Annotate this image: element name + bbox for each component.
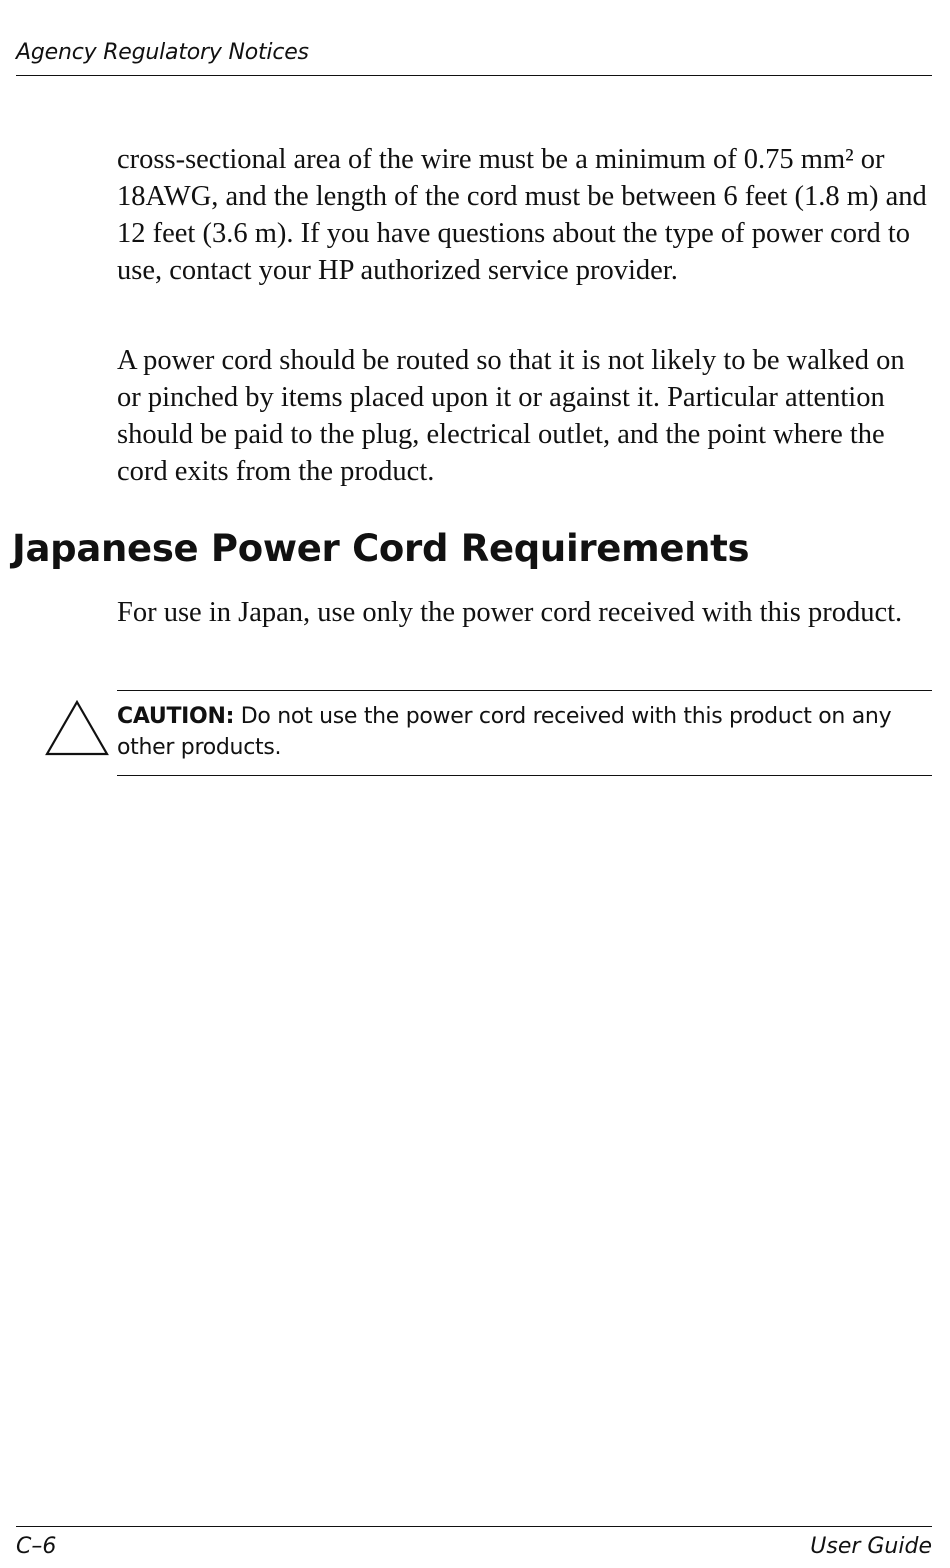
caution-message: Do not use the power cord received with this product on any other products. — [117, 704, 892, 760]
caution-notice — [117, 690, 932, 776]
running-header — [16, 38, 932, 76]
page-number: C–6 — [16, 1534, 57, 1559]
paragraph-text: A power cord should be routed so that it is not likely to be walked on or pinched by items placed upon it or against it. Particular attention should be paid to the plug, electrical outlet, and the point where the cord exits from the product. — [117, 345, 905, 487]
caution-text — [117, 701, 897, 763]
paragraph-text: For use in Japan, use only the power cord received with this product. — [117, 597, 903, 628]
body-paragraph-wire-requirements — [117, 141, 932, 289]
body-paragraph-cord-routing — [117, 342, 932, 490]
paragraph-text: cross-sectional area of the wire must be a minimum of 0.75 mm² or 18AWG, and the length of the cord must be between 6 feet (1.8 m) and 12 feet (3.6 m). If you have questions about the type of power cord to use, contact your HP authorized service provider. — [117, 144, 927, 286]
caution-label: CAUTION: — [117, 704, 235, 729]
body-paragraph-japan-use — [117, 594, 932, 631]
running-header-title: Agency Regulatory Notices — [16, 40, 309, 65]
caution-triangle-icon — [45, 700, 109, 756]
running-footer — [16, 1526, 932, 1559]
book-title: User Guide — [810, 1534, 932, 1559]
section-heading: Japanese Power Cord Requirements — [12, 527, 750, 570]
